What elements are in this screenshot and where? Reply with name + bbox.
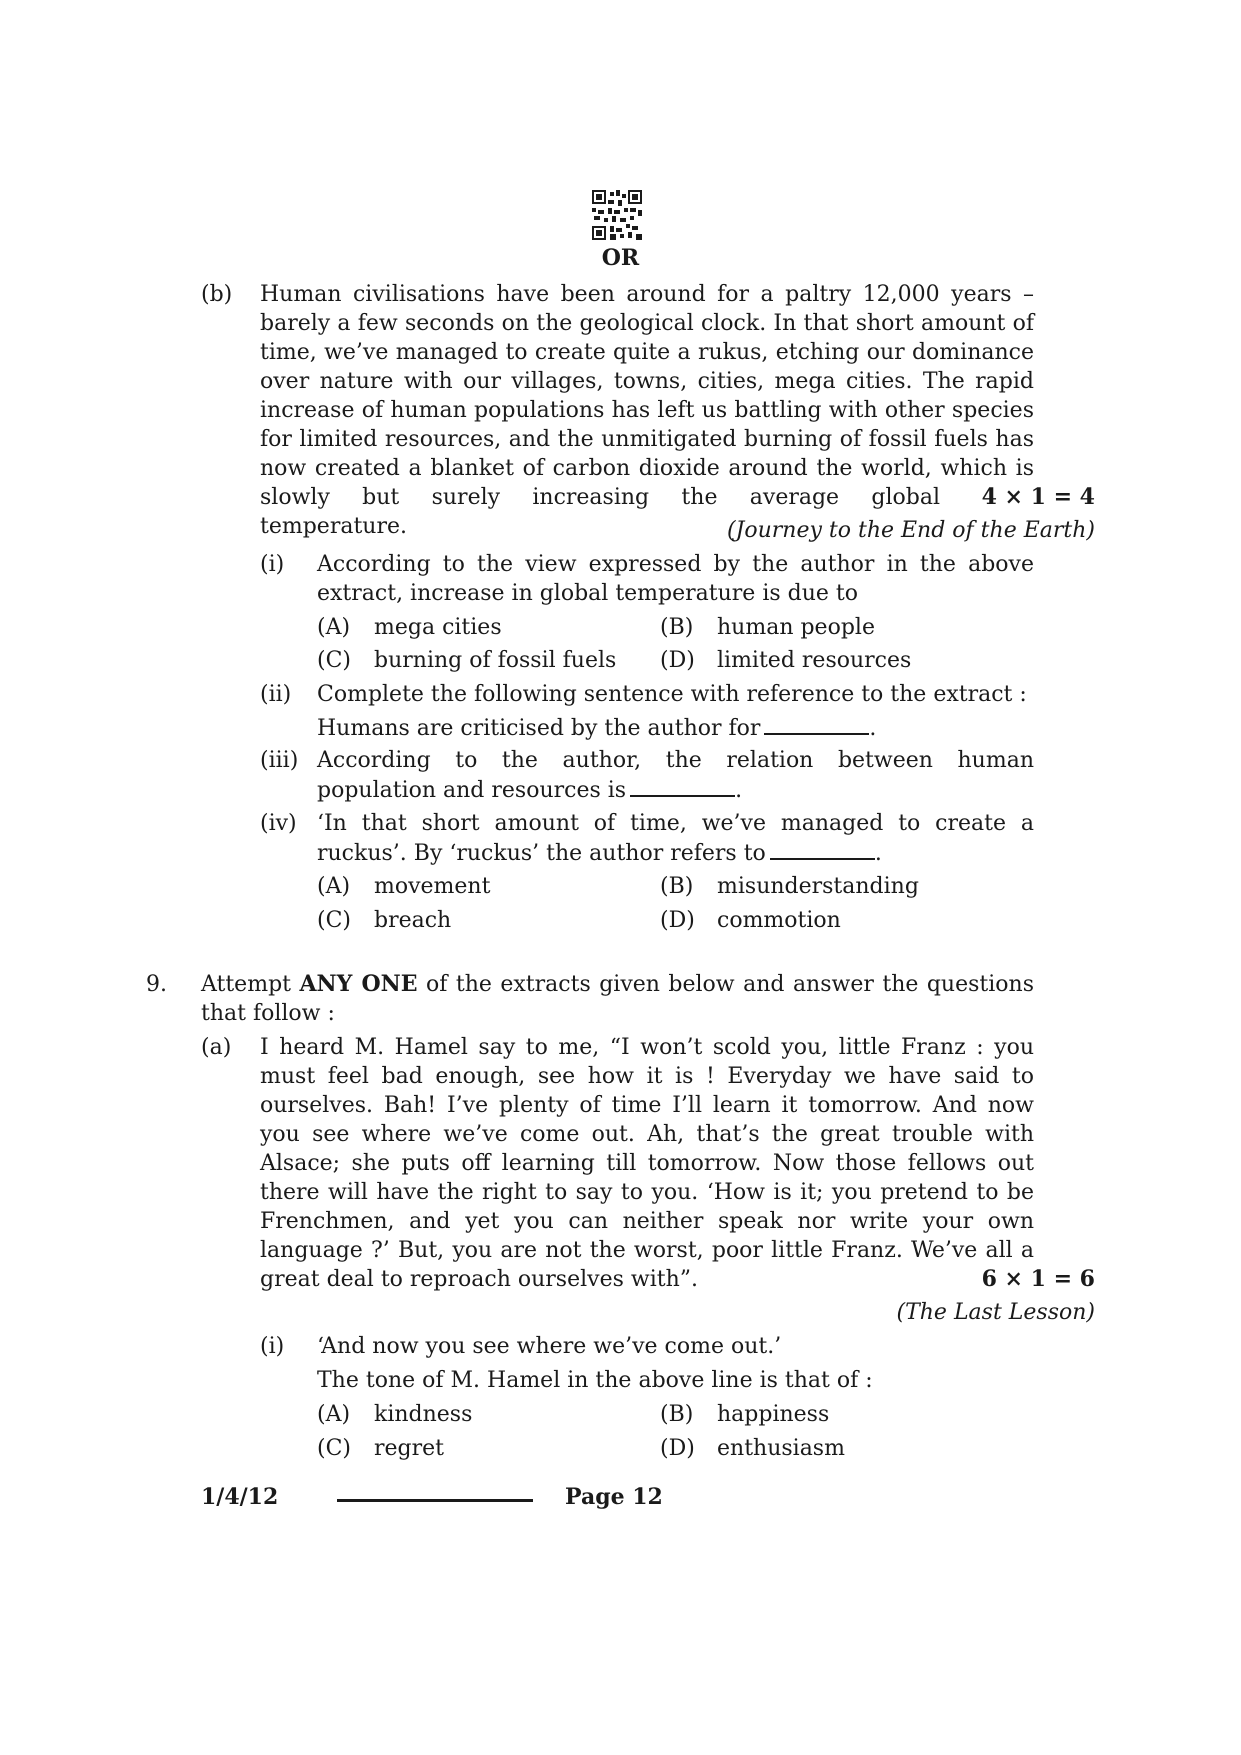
option-label: (B) [660, 874, 694, 899]
extract-line: Human civilisations have been around for a paltry 12,000 years – [260, 282, 1034, 307]
option-text: movement [374, 874, 491, 899]
qr-code-icon [592, 190, 642, 240]
sub-question-number: (i) [260, 1334, 285, 1359]
option-text: mega cities [374, 615, 502, 640]
sub-question-text: extract, increase in global temperature is due to [317, 581, 858, 606]
intro-emphasis: ANY ONE [299, 971, 418, 997]
sub-question-text: According to the author, the relation between human [317, 748, 1034, 773]
option-text: breach [374, 908, 452, 933]
extract-line: there will have the right to say to you. ‘How is it; you pretend to be [260, 1180, 1034, 1205]
question-intro [201, 970, 1034, 999]
extract-source: (The Last Lesson) [896, 1300, 1095, 1325]
sub-question-text: Humans are criticised by the author for [317, 716, 761, 741]
extract-line: Alsace; she puts off learning till tomorrow. Now those fellows out [260, 1151, 1034, 1176]
marks-label: 6 × 1 = 6 [981, 1266, 1095, 1292]
extract-line: I heard M. Hamel say to me, “I won’t scold you, little Franz : you [260, 1035, 1034, 1060]
option-label: (D) [660, 648, 695, 673]
paper-code: 1/4/12 [201, 1484, 279, 1510]
extract-line: ourselves. Bah! I’ve plenty of time I’ll learn it tomorrow. And now [260, 1093, 1034, 1118]
extract-line: now created a blanket of carbon dioxide around the world, which is [260, 456, 1034, 481]
option-label: (B) [660, 1402, 694, 1427]
extract-line: language ?’ But, you are not the worst, poor little Franz. We’ve all a [260, 1238, 1034, 1263]
sub-question-text-with-blank: population and resources is . [317, 775, 742, 805]
option-text: happiness [717, 1402, 830, 1427]
question-label-a: (a) [201, 1035, 232, 1060]
answer-blank [630, 775, 735, 797]
extract-line: over nature with our villages, towns, cities, mega cities. The rapid [260, 369, 1034, 394]
option-text: enthusiasm [717, 1436, 845, 1461]
extract-line: time, we’ve managed to create quite a rukus, etching our dominance [260, 340, 1034, 365]
sub-question-text-with-blank: ruckus’. By ‘ruckus’ the author refers to . [317, 838, 882, 868]
sub-question-text: ‘In that short amount of time, we’ve managed to create a [317, 811, 1034, 836]
sub-question-text: The tone of M. Hamel in the above line is that of : [317, 1368, 873, 1393]
page-number: Page 12 [565, 1484, 663, 1510]
option-label: (D) [660, 1436, 695, 1461]
option-label: (A) [317, 1402, 351, 1427]
sub-question-text: ‘And now you see where we’ve come out.’ [317, 1334, 782, 1359]
extract-line: increase of human populations has left us battling with other species [260, 398, 1034, 423]
question-number: 9. [146, 972, 167, 997]
answer-blank [770, 838, 875, 860]
extract-line: great deal to reproach ourselves with”. [260, 1267, 699, 1292]
extract-line: must feel bad enough, see how it is ! Everyday we have said to [260, 1064, 1034, 1089]
sub-question-number: (iii) [260, 748, 299, 773]
footer-divider [337, 1499, 533, 1502]
option-label: (A) [317, 615, 351, 640]
option-text: kindness [374, 1402, 473, 1427]
option-label: (D) [660, 908, 695, 933]
extract-line: slowly but surely increasing the average global temperature. [260, 485, 940, 539]
question-intro: that follow : [201, 1001, 335, 1026]
intro-text: of the extracts given below and answer the questions [417, 972, 1034, 997]
sub-question-text: Complete the following sentence with reference to the extract : [317, 682, 1027, 707]
question-label-b: (b) [201, 282, 233, 307]
option-label: (C) [317, 1436, 351, 1461]
or-label: OR [601, 245, 640, 271]
option-label: (C) [317, 908, 351, 933]
option-text: misunderstanding [717, 874, 919, 899]
option-text: commotion [717, 908, 841, 933]
sub-question-number: (iv) [260, 811, 297, 836]
sub-question-number: (i) [260, 552, 285, 577]
extract-line: Frenchmen, and yet you can neither speak nor write your own [260, 1209, 1034, 1234]
sub-question-text-with-blank: Humans are criticised by the author for . [317, 713, 876, 743]
answer-blank [764, 713, 869, 735]
extract-line: you see where we’ve come out. Ah, that’s the great trouble with [260, 1122, 1034, 1147]
sub-question-text: ruckus’. By ‘ruckus’ the author refers to [317, 841, 766, 866]
sub-question-text: According to the view expressed by the author in the above [317, 552, 1034, 577]
extract-line: barely a few seconds on the geological clock. In that short amount of [260, 311, 1034, 336]
option-label: (B) [660, 615, 694, 640]
option-label: (A) [317, 874, 351, 899]
extract-line: for limited resources, and the unmitigated burning of fossil fuels has [260, 427, 1034, 452]
extract-source: (Journey to the End of the Earth) [726, 518, 1095, 543]
option-text: burning of fossil fuels [374, 648, 617, 673]
option-label: (C) [317, 648, 351, 673]
option-text: limited resources [717, 648, 912, 673]
sub-question-text: population and resources is [317, 778, 627, 803]
intro-text: Attempt [201, 972, 300, 997]
option-text: regret [374, 1436, 444, 1461]
option-text: human people [717, 615, 875, 640]
sub-question-number: (ii) [260, 682, 292, 707]
marks-label: 4 × 1 = 4 [981, 484, 1095, 510]
